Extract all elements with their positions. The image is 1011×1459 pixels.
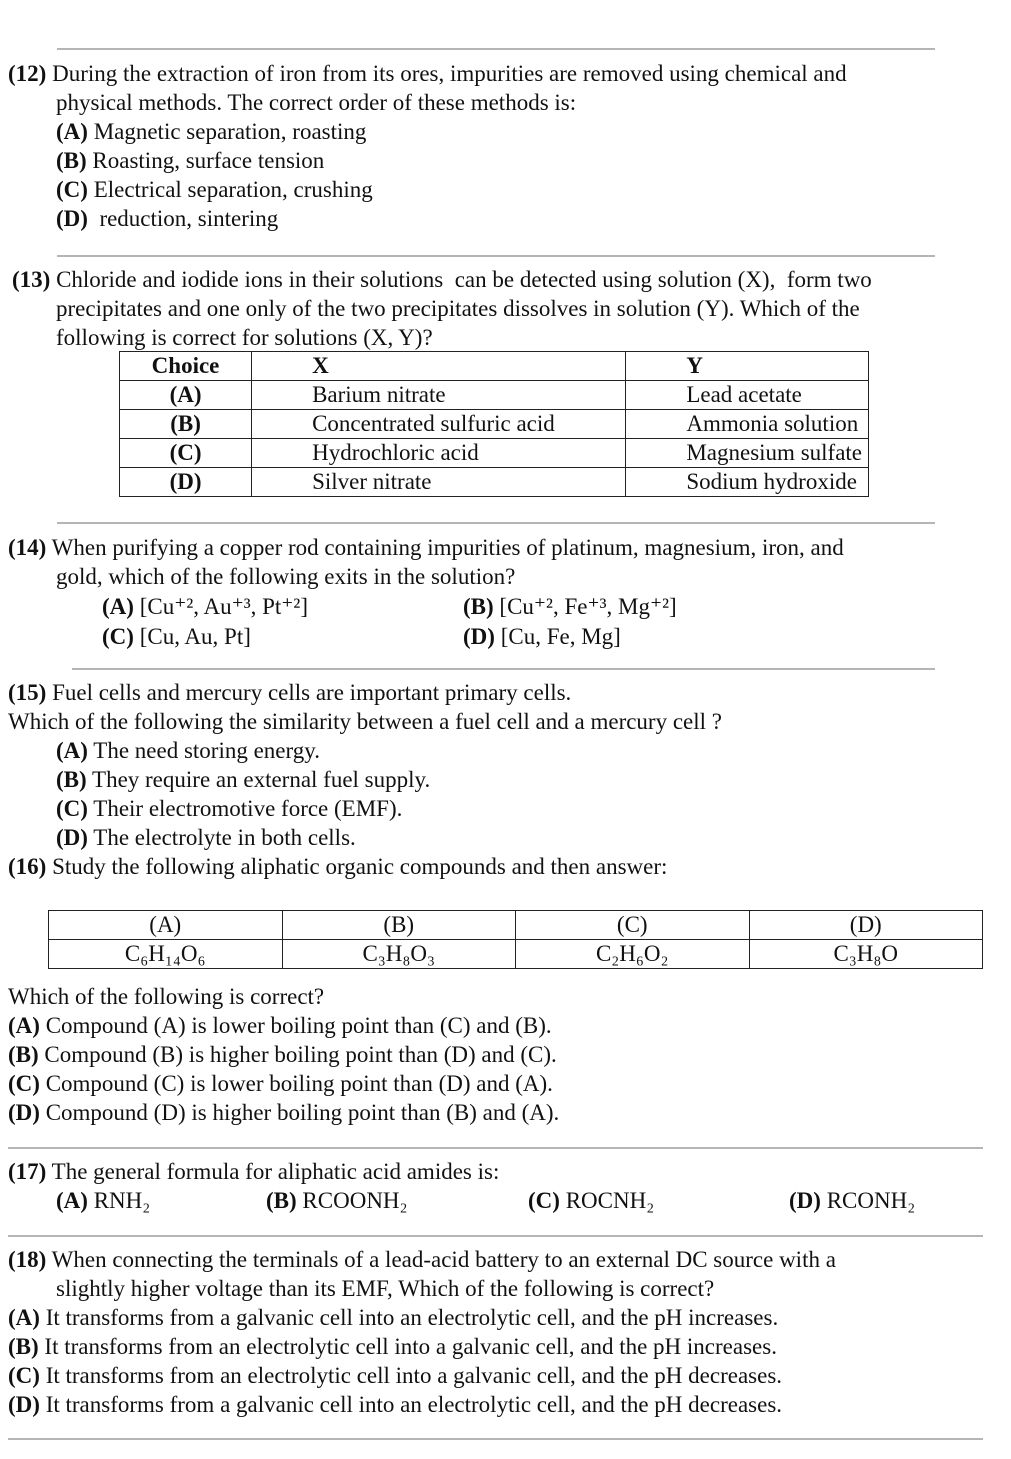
option-text: RCOONH₂ — [302, 1188, 408, 1213]
table-header-row — [49, 911, 983, 940]
option-text: Magnetic separation, roasting — [93, 119, 367, 144]
table-row — [120, 381, 869, 410]
header-x: X — [252, 352, 626, 381]
header-c: (C) — [516, 911, 750, 940]
formula-a: C₆H₁₄O₆ — [49, 940, 283, 969]
q18-option-b — [8, 1332, 777, 1361]
cell-x: Concentrated sulfuric acid — [252, 410, 626, 439]
cell-choice: (C) — [120, 439, 252, 468]
cell-choice: (D) — [120, 468, 252, 497]
header-a: (A) — [49, 911, 283, 940]
q18-stem — [8, 1245, 836, 1274]
cell-y: Sodium hydroxide — [626, 468, 869, 497]
header-d: (D) — [749, 911, 983, 940]
q12-stem-line2: physical methods. The correct order of these methods is: — [56, 90, 577, 115]
q14-option-b — [463, 592, 677, 621]
q17-stem-text: The general formula for aliphatic acid amides is: — [51, 1159, 500, 1184]
option-label: (A) — [56, 1188, 88, 1213]
option-label: (D) — [463, 624, 495, 649]
option-text: It transforms from a galvanic cell into an electrolytic cell, and the pH decreases. — [45, 1392, 783, 1417]
q12-option-d — [56, 204, 278, 233]
q13-stem-line3: following is correct for solutions (X, Y)? — [56, 325, 433, 350]
table-row — [120, 439, 869, 468]
q14-stem — [8, 533, 844, 562]
option-text: It transforms from an electrolytic cell into a galvanic cell, and the pH increases. — [44, 1334, 777, 1359]
q18-option-d — [8, 1390, 782, 1419]
option-text: Roasting, surface tension — [92, 148, 325, 173]
option-label: (C) — [8, 1363, 40, 1388]
q13-stem-line1: Chloride and iodide ions in their solutions can be detected using solution (X), form two — [56, 267, 872, 292]
divider — [8, 1147, 983, 1149]
option-label: (B) — [8, 1334, 39, 1359]
q12-stem-line1: During the extraction of iron from its ores, impurities are removed using chemical and — [52, 61, 847, 86]
option-text: Their electromotive force (EMF). — [93, 796, 403, 821]
option-label: (B) — [463, 594, 494, 619]
header-y: Y — [626, 352, 869, 381]
cell-choice: (A) — [120, 381, 252, 410]
option-label: (A) — [8, 1305, 40, 1330]
q16-question: Which of the following is correct? — [8, 984, 325, 1009]
cell-y: Lead acetate — [626, 381, 869, 410]
formula-c: C₂H₆O₂ — [516, 940, 750, 969]
option-label: (D) — [56, 206, 88, 231]
option-text: RNH₂ — [93, 1188, 151, 1213]
option-label: (D) — [56, 825, 88, 850]
formula-b: C₃H₈O₃ — [282, 940, 516, 969]
header-choice: Choice — [120, 352, 252, 381]
cell-y: Magnesium sulfate — [626, 439, 869, 468]
cell-x: Barium nitrate — [252, 381, 626, 410]
q12-option-a — [56, 117, 366, 146]
option-label: (A) — [8, 1013, 40, 1038]
divider — [72, 668, 935, 670]
option-text: Compound (C) is lower boiling point than (D) and (A). — [45, 1071, 553, 1096]
option-label: (B) — [266, 1188, 297, 1213]
q15-stem — [8, 678, 571, 707]
q16-option-c — [8, 1069, 553, 1098]
q12-option-c — [56, 175, 373, 204]
divider — [57, 48, 935, 50]
q13-stem — [12, 265, 872, 294]
option-text: ROCNH₂ — [565, 1188, 655, 1213]
q13-table — [119, 351, 869, 497]
q17-option-b — [266, 1186, 408, 1215]
q16-number: (16) — [8, 854, 47, 879]
option-label: (D) — [789, 1188, 821, 1213]
option-label: (D) — [8, 1100, 40, 1125]
q12-number: (12) — [8, 61, 47, 86]
q16-stem — [8, 852, 667, 881]
q18-option-a — [8, 1303, 778, 1332]
q15-option-c — [56, 794, 402, 823]
option-label: (B) — [56, 148, 87, 173]
option-text: [Cu, Au, Pt] — [139, 624, 251, 649]
option-text: reduction, sintering — [93, 206, 279, 231]
option-text: It transforms from an electrolytic cell into a galvanic cell, and the pH decreases. — [45, 1363, 783, 1388]
q15-stem-line2: Which of the following the similarity between a fuel cell and a mercury cell ? — [8, 709, 722, 734]
q18-stem-line2: slightly higher voltage than its EMF, Which of the following is correct? — [56, 1276, 715, 1301]
option-text: The electrolyte in both cells. — [93, 825, 356, 850]
q18-number: (18) — [8, 1247, 47, 1272]
q18-stem-line1: When connecting the terminals of a lead-acid battery to an external DC source with a — [51, 1247, 836, 1272]
option-label: (A) — [56, 738, 88, 763]
formula-d: C₃H₈O — [749, 940, 983, 969]
q15-stem-line1: Fuel cells and mercury cells are important primary cells. — [52, 680, 572, 705]
table-row — [49, 940, 983, 969]
option-label: (C) — [56, 796, 88, 821]
q13-stem-line2: precipitates and one only of the two precipitates dissolves in solution (Y). Which of the — [56, 296, 860, 321]
q13-number: (13) — [12, 267, 51, 292]
table-header-row — [120, 352, 869, 381]
q17-option-d — [789, 1186, 915, 1215]
q15-number: (15) — [8, 680, 47, 705]
divider — [8, 1438, 983, 1440]
option-text: Compound (D) is higher boiling point than (B) and (A). — [45, 1100, 560, 1125]
q16-option-a — [8, 1011, 552, 1040]
q17-option-c — [528, 1186, 654, 1215]
divider — [57, 255, 935, 257]
option-label: (A) — [102, 594, 134, 619]
option-text: [Cu, Fe, Mg] — [500, 624, 621, 649]
option-text: The need storing energy. — [93, 738, 321, 763]
option-text: RCONH₂ — [826, 1188, 916, 1213]
q14-stem-line2: gold, which of the following exits in the solution? — [56, 564, 516, 589]
cell-x: Hydrochloric acid — [252, 439, 626, 468]
option-label: (B) — [56, 767, 87, 792]
option-label: (A) — [56, 119, 88, 144]
q16-option-b — [8, 1040, 557, 1069]
option-text: [Cu⁺², Fe⁺³, Mg⁺²] — [499, 594, 677, 619]
cell-choice: (B) — [120, 410, 252, 439]
option-label: (C) — [8, 1071, 40, 1096]
option-label: (C) — [56, 177, 88, 202]
option-text: Electrical separation, crushing — [93, 177, 373, 202]
q14-number: (14) — [8, 535, 47, 560]
q16-stem-text: Study the following aliphatic organic compounds and then answer: — [52, 854, 668, 879]
q12-option-b — [56, 146, 324, 175]
option-label: (C) — [528, 1188, 560, 1213]
q15-option-d — [56, 823, 356, 852]
option-label: (B) — [8, 1042, 39, 1067]
q12-stem — [8, 59, 847, 88]
q16-option-d — [8, 1098, 559, 1127]
option-text: [Cu⁺², Au⁺³, Pt⁺²] — [139, 594, 308, 619]
q18-option-c — [8, 1361, 782, 1390]
q14-option-a — [102, 592, 308, 621]
option-text: Compound (A) is lower boiling point than (C) and (B). — [45, 1013, 552, 1038]
q14-option-d — [463, 622, 621, 651]
q15-option-b — [56, 765, 430, 794]
cell-x: Silver nitrate — [252, 468, 626, 497]
q14-option-c — [102, 622, 251, 651]
q17-option-a — [56, 1186, 150, 1215]
q15-option-a — [56, 736, 320, 765]
option-text: It transforms from a galvanic cell into an electrolytic cell, and the pH increases. — [45, 1305, 779, 1330]
cell-y: Ammonia solution — [626, 410, 869, 439]
option-text: They require an external fuel supply. — [92, 767, 431, 792]
option-label: (D) — [8, 1392, 40, 1417]
table-row — [120, 410, 869, 439]
table-row — [120, 468, 869, 497]
q14-stem-line1: When purifying a copper rod containing impurities of platinum, magnesium, iron, and — [51, 535, 844, 560]
q17-stem — [8, 1157, 499, 1186]
option-text: Compound (B) is higher boiling point than (D) and (C). — [44, 1042, 557, 1067]
q16-table — [48, 910, 983, 969]
divider — [8, 1235, 983, 1237]
q17-number: (17) — [8, 1159, 47, 1184]
divider — [57, 522, 935, 524]
header-b: (B) — [282, 911, 516, 940]
option-label: (C) — [102, 624, 134, 649]
